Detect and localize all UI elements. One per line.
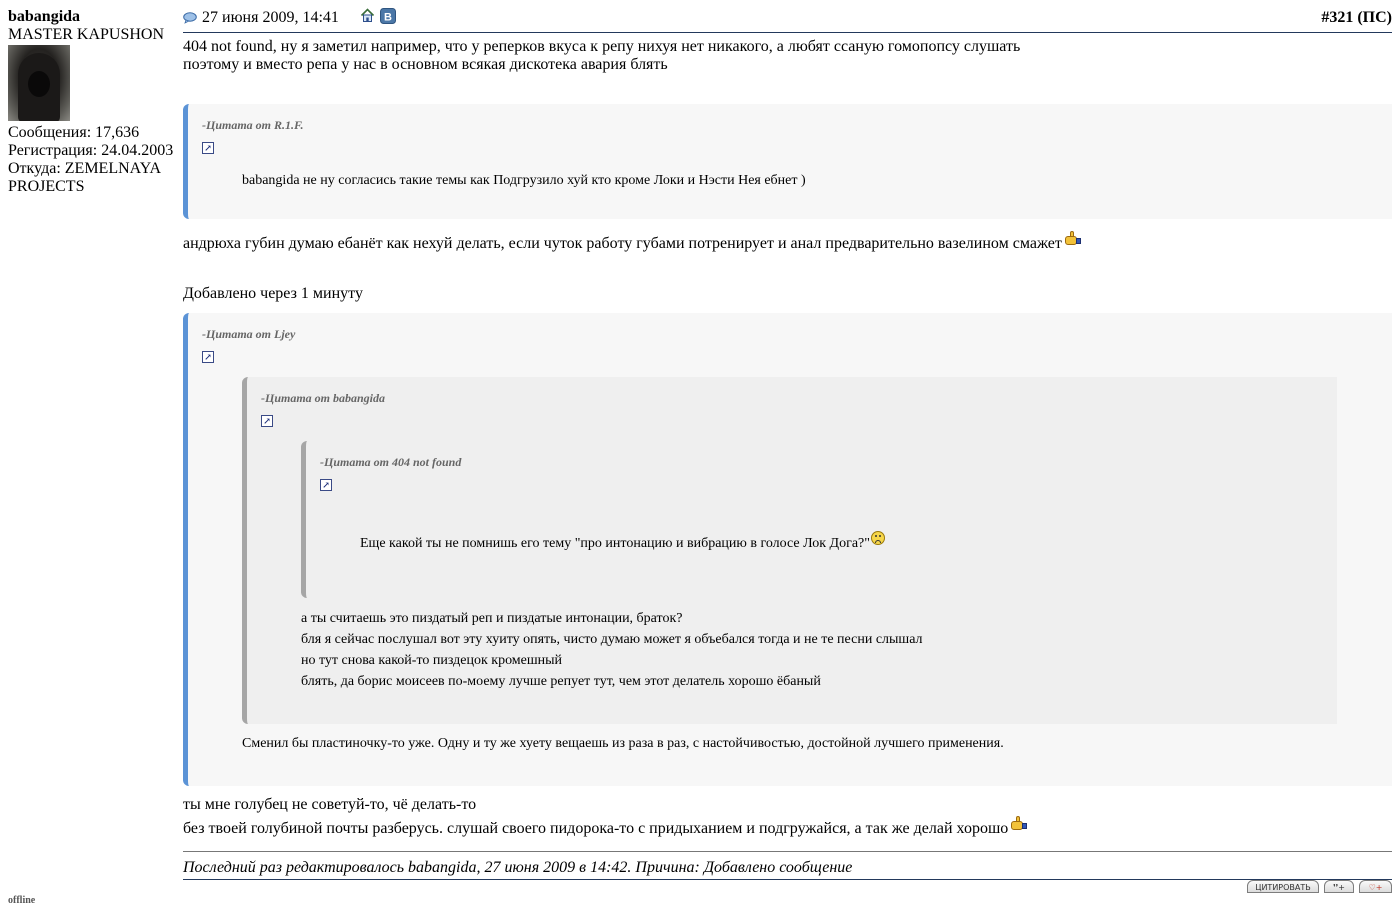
quote-title: -Цитата от babangida xyxy=(261,391,386,405)
reply-text: андрюха губин думаю ебанёт как нехуй делать, если чуток работу губами потренирует и анал предварительно вазелином смажет xyxy=(183,235,1062,252)
home-icon[interactable] xyxy=(360,8,375,23)
author-name[interactable]: babangida xyxy=(8,8,81,25)
quote-text: Сменил бы пластиночку-то уже. Одну и ту же хуету вещаешь из раза в раз, с настойчивостью, достойной лучшего применения. xyxy=(242,736,1004,751)
quote-block xyxy=(183,104,1392,219)
online-status: offline xyxy=(8,895,36,906)
vk-letter: В xyxy=(384,11,392,24)
quote-text: но тут снова какой-то пиздецок кромешный xyxy=(301,653,563,668)
post-text-line xyxy=(183,231,1392,253)
quote-link-icon[interactable]: ↗ xyxy=(202,351,214,363)
post-date-block xyxy=(183,9,339,27)
avatar-face xyxy=(28,71,50,97)
author-title: MASTER KAPUSHON xyxy=(8,26,165,43)
post-text-line: 404 not found, ну я заметил например, что у реперков вкуса к репу нихуя нет никакого, а любят ссаную гомопопсу слушать xyxy=(183,38,1021,55)
speech-bubble-icon xyxy=(183,12,197,24)
post-footer xyxy=(183,880,1392,892)
author-location-line2: PROJECTS xyxy=(8,178,85,195)
multiquote-button[interactable]: ❜❜+ xyxy=(1324,880,1354,893)
sad-smiley-icon xyxy=(871,531,885,545)
quote-text: блять, да борис моисеев по-моему лучше репует тут, чем этот делатель хорошо ёбаный xyxy=(301,674,821,689)
quote-link-icon[interactable]: ↗ xyxy=(320,479,332,491)
quote-text: бля я сейчас послушал вот эту хуиту опять, чисто думаю может я объебался тогда и не те песни слышал xyxy=(301,632,923,647)
post-header-icons xyxy=(360,8,396,24)
quote-title: -Цитата от R.1.F. xyxy=(202,118,304,132)
avatar[interactable] xyxy=(8,45,70,121)
quote-button[interactable]: ЦИТИРОВАТЬ xyxy=(1247,880,1319,893)
thumbs-up-icon xyxy=(1064,231,1081,246)
post-text-line: ты мне голубец не советуй-то, чё делать-то xyxy=(183,796,477,813)
added-note: Добавлено через 1 минуту xyxy=(183,285,363,302)
author-registered: Регистрация: 24.04.2003 xyxy=(8,142,174,159)
post-text-line: поэтому и вместо репа у нас в основном всякая дискотека авария блять xyxy=(183,56,668,73)
nested-quote-block xyxy=(242,377,1337,724)
quote-block xyxy=(183,313,1392,786)
thanks-button[interactable]: ♡+ xyxy=(1359,880,1392,893)
author-sidebar xyxy=(8,8,178,196)
quote-title: -Цитата от 404 not found xyxy=(320,455,462,469)
quote-text: а ты считаешь это пиздатый реп и пиздатые интонации, браток? xyxy=(301,611,683,626)
post-header xyxy=(183,0,1392,33)
forum-post xyxy=(183,0,1392,892)
closing-text: без твоей голубиной почты разберусь. слушай своего пидорока-то с придыханием и подгружайся, а так же делай хорошо xyxy=(183,820,1009,837)
quote-link-icon[interactable]: ↗ xyxy=(202,142,214,154)
post-body xyxy=(183,33,1392,892)
post-text-line xyxy=(183,816,1392,836)
ps-link[interactable]: ПС xyxy=(1362,9,1387,26)
edit-note: Последний раз редактировалось babangida, 27 июня 2009 в 14:42. Причина: Добавлено сообщение xyxy=(183,851,1392,880)
post-number-block: #321 (ПС) xyxy=(1321,9,1392,26)
nested-quote-block xyxy=(301,441,1337,598)
post-footer-buttons xyxy=(1247,880,1392,893)
quote-link-icon[interactable]: ↗ xyxy=(261,415,273,427)
author-messages: Сообщения: 17,636 xyxy=(8,124,140,141)
post-number[interactable]: #321 xyxy=(1321,9,1354,26)
post-date: 27 июня 2009, 14:41 xyxy=(202,9,339,26)
author-location-line1: Откуда: ZEMELNAYA xyxy=(8,160,162,177)
vk-icon[interactable] xyxy=(380,8,396,24)
thumbs-up-icon xyxy=(1010,816,1027,831)
quote-text-content: Еще какой ты не помнишь его тему "про интонацию и вибрацию в голосе Лок Дога?" xyxy=(360,536,870,551)
quote-text: babangida не ну согласись такие темы как Подгрузило хуй кто кроме Локи и Нэсти Нея ебнет ) xyxy=(242,173,806,188)
quote-title: -Цитата от Ljey xyxy=(202,327,296,341)
quote-text xyxy=(320,491,1337,554)
